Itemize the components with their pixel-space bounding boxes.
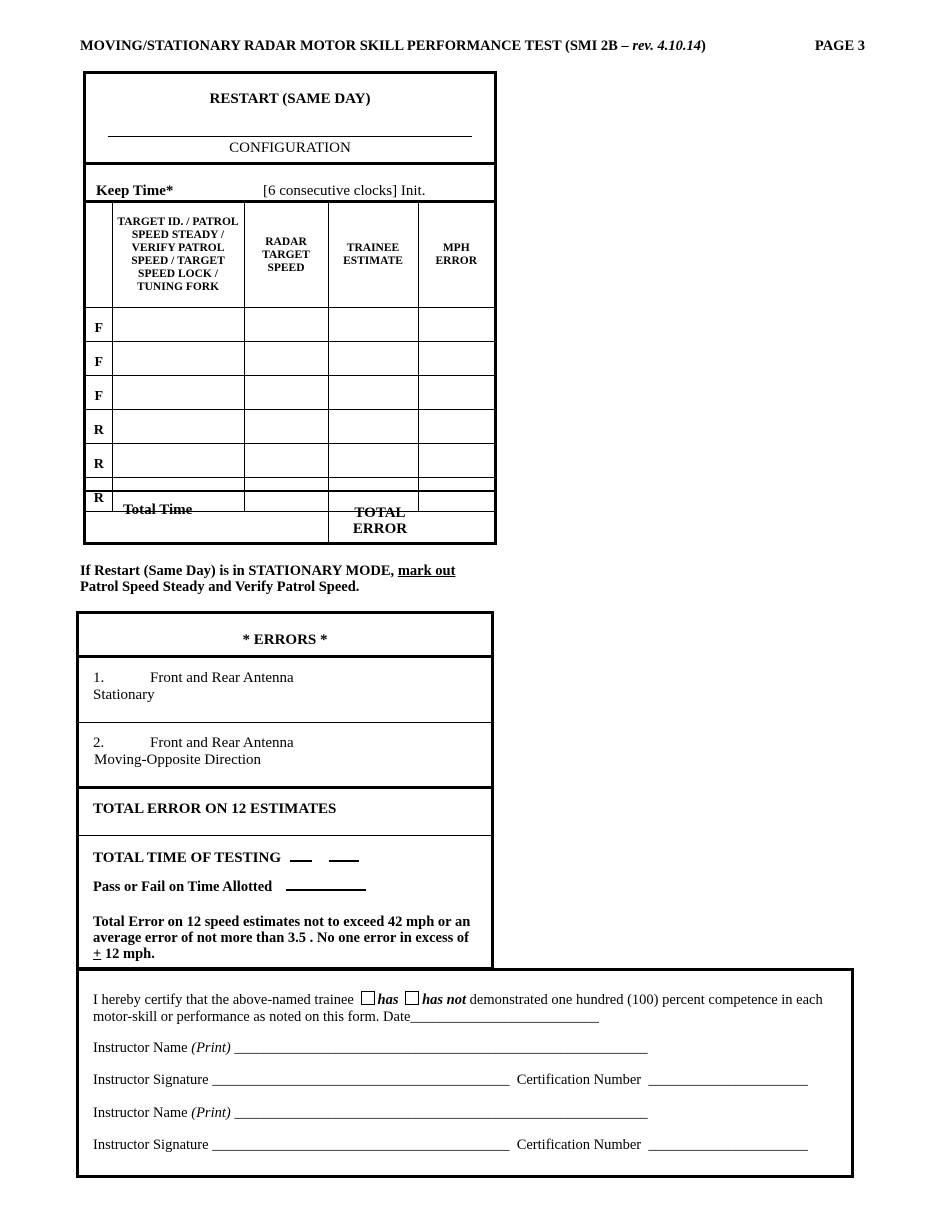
- column-header-radar-speed: RADAR TARGET SPEED: [244, 203, 328, 308]
- totals-row: [86, 490, 494, 542]
- restart-title-area: [86, 74, 494, 165]
- total-error-label: TOTAL ERROR: [352, 505, 408, 537]
- page-header: [80, 38, 865, 58]
- keep-time-description: [6 consecutive clocks] Init.: [263, 183, 426, 199]
- target-id-cell[interactable]: [112, 410, 244, 444]
- keep-time-row: [86, 165, 494, 203]
- radar-speed-cell[interactable]: [244, 376, 328, 410]
- error-item-stationary[interactable]: [79, 658, 491, 723]
- error-item-mode: Moving-Opposite Direction: [94, 752, 262, 768]
- certification-statement: I hereby certify that the above-named trainee has has not demonstrated one hundred (100) percent competence in each motor-skill or performance as noted on this form. Date__________________________: [93, 992, 823, 1025]
- mph-error-cell[interactable]: [418, 444, 494, 478]
- error-item-number: 2.: [93, 735, 105, 751]
- table-row: [86, 410, 494, 444]
- trainee-estimate-cell[interactable]: [328, 410, 418, 444]
- total-time-blank-2[interactable]: [329, 848, 359, 862]
- table-row: [86, 444, 494, 478]
- radar-speed-cell[interactable]: [244, 308, 328, 342]
- error-item-mode: Stationary: [93, 687, 155, 703]
- instructor-signature-line-2: Instructor Signature _________________________________________ Certification Number ______________________: [93, 1137, 808, 1153]
- page-number: PAGE 3: [814, 38, 865, 54]
- instructor-name-line-2: Instructor Name (Print) _________________________________________________________: [93, 1105, 648, 1121]
- total-time-label: Total Time: [123, 502, 193, 518]
- direction-label: R: [86, 444, 112, 478]
- column-header-trainee-estimate: TRAINEE ESTIMATE: [328, 203, 418, 308]
- column-header-target-id: TARGET ID. / PATROL SPEED STEADY / VERIFY PATROL SPEED / TARGET SPEED LOCK / TUNING FORK: [112, 203, 244, 308]
- error-item-label: Front and Rear Antenna: [150, 670, 294, 686]
- mph-error-cell[interactable]: [418, 410, 494, 444]
- mph-error-cell[interactable]: [418, 308, 494, 342]
- direction-label: R: [86, 478, 112, 512]
- restart-title: RESTART (SAME DAY): [209, 91, 371, 107]
- has-not-checkbox[interactable]: [405, 991, 419, 1005]
- certification-number-field[interactable]: ______________________: [648, 1137, 808, 1153]
- totals-divider: [328, 492, 329, 544]
- direction-label: F: [86, 376, 112, 410]
- total-error-section[interactable]: [79, 789, 491, 836]
- pass-fail-line: Pass or Fail on Time Allotted: [93, 877, 366, 896]
- target-id-cell[interactable]: [112, 444, 244, 478]
- stationary-mode-note: If Restart (Same Day) is in STATIONARY MODE, mark out Patrol Speed Steady and Verify Patrol Speed.: [80, 563, 456, 595]
- total-error-estimates-label: TOTAL ERROR ON 12 ESTIMATES: [93, 801, 337, 817]
- direction-label: F: [86, 308, 112, 342]
- error-criteria-text: Total Error on 12 speed estimates not to exceed 42 mph or an average error of not more than 3.5 . No one error in excess of + 12 mph.: [93, 914, 471, 962]
- pass-fail-blank[interactable]: [286, 877, 366, 891]
- mph-error-cell[interactable]: [418, 376, 494, 410]
- target-id-cell[interactable]: [112, 376, 244, 410]
- target-id-cell[interactable]: [112, 342, 244, 376]
- total-time-blank[interactable]: [290, 848, 312, 862]
- speed-estimate-table: [86, 203, 494, 512]
- configuration-line[interactable]: [108, 136, 472, 137]
- errors-box: [76, 611, 494, 970]
- instructor-signature-field[interactable]: _________________________________________: [212, 1137, 510, 1153]
- has-checkbox[interactable]: [361, 991, 375, 1005]
- error-item-label: Front and Rear Antenna: [150, 735, 294, 751]
- header-title: MOVING/STATIONARY RADAR MOTOR SKILL PERFORMANCE TEST (SMI 2B – rev. 4.10.14): [80, 38, 706, 54]
- radar-speed-cell[interactable]: [244, 342, 328, 376]
- instructor-name-field[interactable]: _________________________________________________________: [230, 1040, 648, 1056]
- errors-header: [79, 614, 491, 658]
- configuration-label: CONFIGURATION: [229, 140, 351, 156]
- certification-number-field[interactable]: ______________________: [648, 1072, 808, 1088]
- instructor-signature-field[interactable]: _________________________________________: [212, 1072, 510, 1088]
- trainee-estimate-cell[interactable]: [328, 444, 418, 478]
- date-field[interactable]: __________________________: [410, 1009, 599, 1025]
- direction-column-header: [86, 203, 112, 308]
- radar-speed-cell[interactable]: [244, 444, 328, 478]
- column-header-mph-error: MPH ERROR: [418, 203, 494, 308]
- keep-time-label: Keep Time*: [96, 183, 174, 199]
- instructor-name-line-1: Instructor Name (Print) _________________________________________________________: [93, 1040, 648, 1056]
- trainee-estimate-cell[interactable]: [328, 308, 418, 342]
- target-id-cell[interactable]: [112, 308, 244, 342]
- instructor-signature-line-1: Instructor Signature _________________________________________ Certification Number ______________________: [93, 1072, 808, 1088]
- error-item-moving-opposite[interactable]: [79, 723, 491, 789]
- errors-title: * ERRORS *: [242, 632, 328, 648]
- table-row: [86, 376, 494, 410]
- table-row: [86, 342, 494, 376]
- radar-speed-cell[interactable]: [244, 410, 328, 444]
- mph-error-cell[interactable]: [418, 342, 494, 376]
- direction-label: R: [86, 410, 112, 444]
- error-item-number: 1.: [93, 670, 105, 686]
- certification-box: [76, 968, 854, 1178]
- table-row: [86, 308, 494, 342]
- mark-out-text: mark out: [397, 563, 456, 579]
- trainee-estimate-cell[interactable]: [328, 342, 418, 376]
- direction-label: F: [86, 342, 112, 376]
- trainee-estimate-cell[interactable]: [328, 376, 418, 410]
- total-time-testing-line: TOTAL TIME OF TESTING: [93, 848, 359, 867]
- instructor-name-field[interactable]: _________________________________________________________: [230, 1105, 648, 1121]
- testing-time-section: [79, 836, 491, 967]
